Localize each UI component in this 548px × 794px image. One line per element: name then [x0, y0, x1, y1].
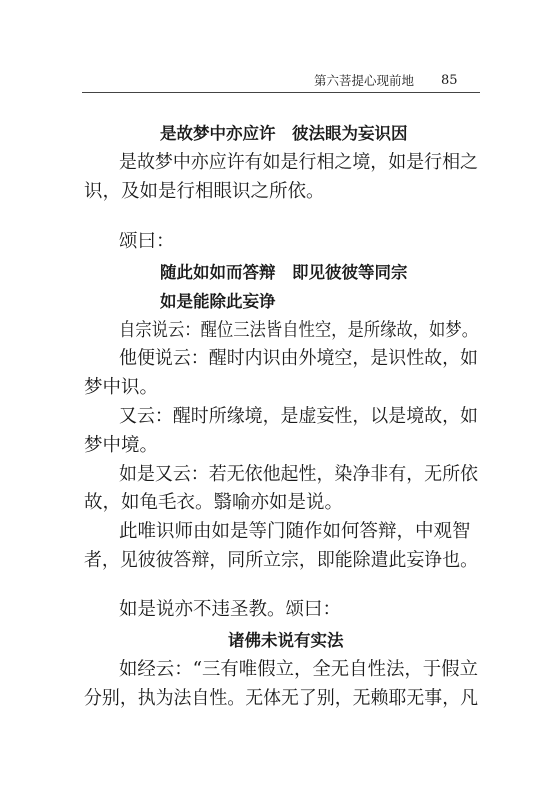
- paragraph-line: 又云：醒时所缘境，是虚妄性，以是境故，如: [119, 406, 479, 427]
- verse-intro: 颂曰：: [119, 231, 175, 252]
- paragraph-line: 梦中识。: [84, 377, 159, 398]
- verse-line: 如是能除此妄诤: [160, 292, 276, 311]
- paragraph-line: 他便说云：醒时内识由外境空，是识性故，如: [119, 348, 479, 369]
- paragraph-line: 如是说亦不违圣教。颂曰：: [119, 599, 342, 620]
- paragraph-line: 故，如龟毛衣。翳喻亦如是说。: [84, 492, 344, 513]
- paragraph-line: 自宗说云：醒位三法皆自性空，是所缘故，如梦。: [119, 320, 479, 341]
- page-number: 85: [441, 73, 458, 88]
- paragraph-line: 此唯识师由如是等门随作如何答辩，中观智: [119, 521, 471, 542]
- paragraph-line: 是故梦中亦应许有如是行相之境，如是行相之: [119, 152, 479, 173]
- running-header: [0, 72, 548, 94]
- paragraph-line: 者，见彼彼答辩，同所立宗，即能除遣此妄诤也。: [84, 550, 479, 571]
- paragraph-line: 识，及如是行相眼识之所依。: [84, 181, 325, 202]
- paragraph-line: 如经云：“三有唯假立，全无自性法，于假立: [119, 659, 478, 680]
- chapter-title: 第六菩提心现前地: [314, 73, 415, 88]
- paragraph-line: 分别，执为法自性。无体无了别，无赖耶无事，凡: [84, 688, 479, 709]
- verse-line: 随此如如而答辩 即见彼彼等同宗: [160, 263, 408, 282]
- paragraph-line: 梦中境。: [84, 435, 159, 456]
- header-rule: [82, 92, 480, 93]
- section-heading: 是故梦中亦应许 彼法眼为妄识因: [160, 124, 408, 143]
- paragraph-line: 如是又云：若无依他起性，染净非有，无所依: [119, 464, 479, 485]
- section-heading: 诸佛未说有实法: [228, 631, 344, 650]
